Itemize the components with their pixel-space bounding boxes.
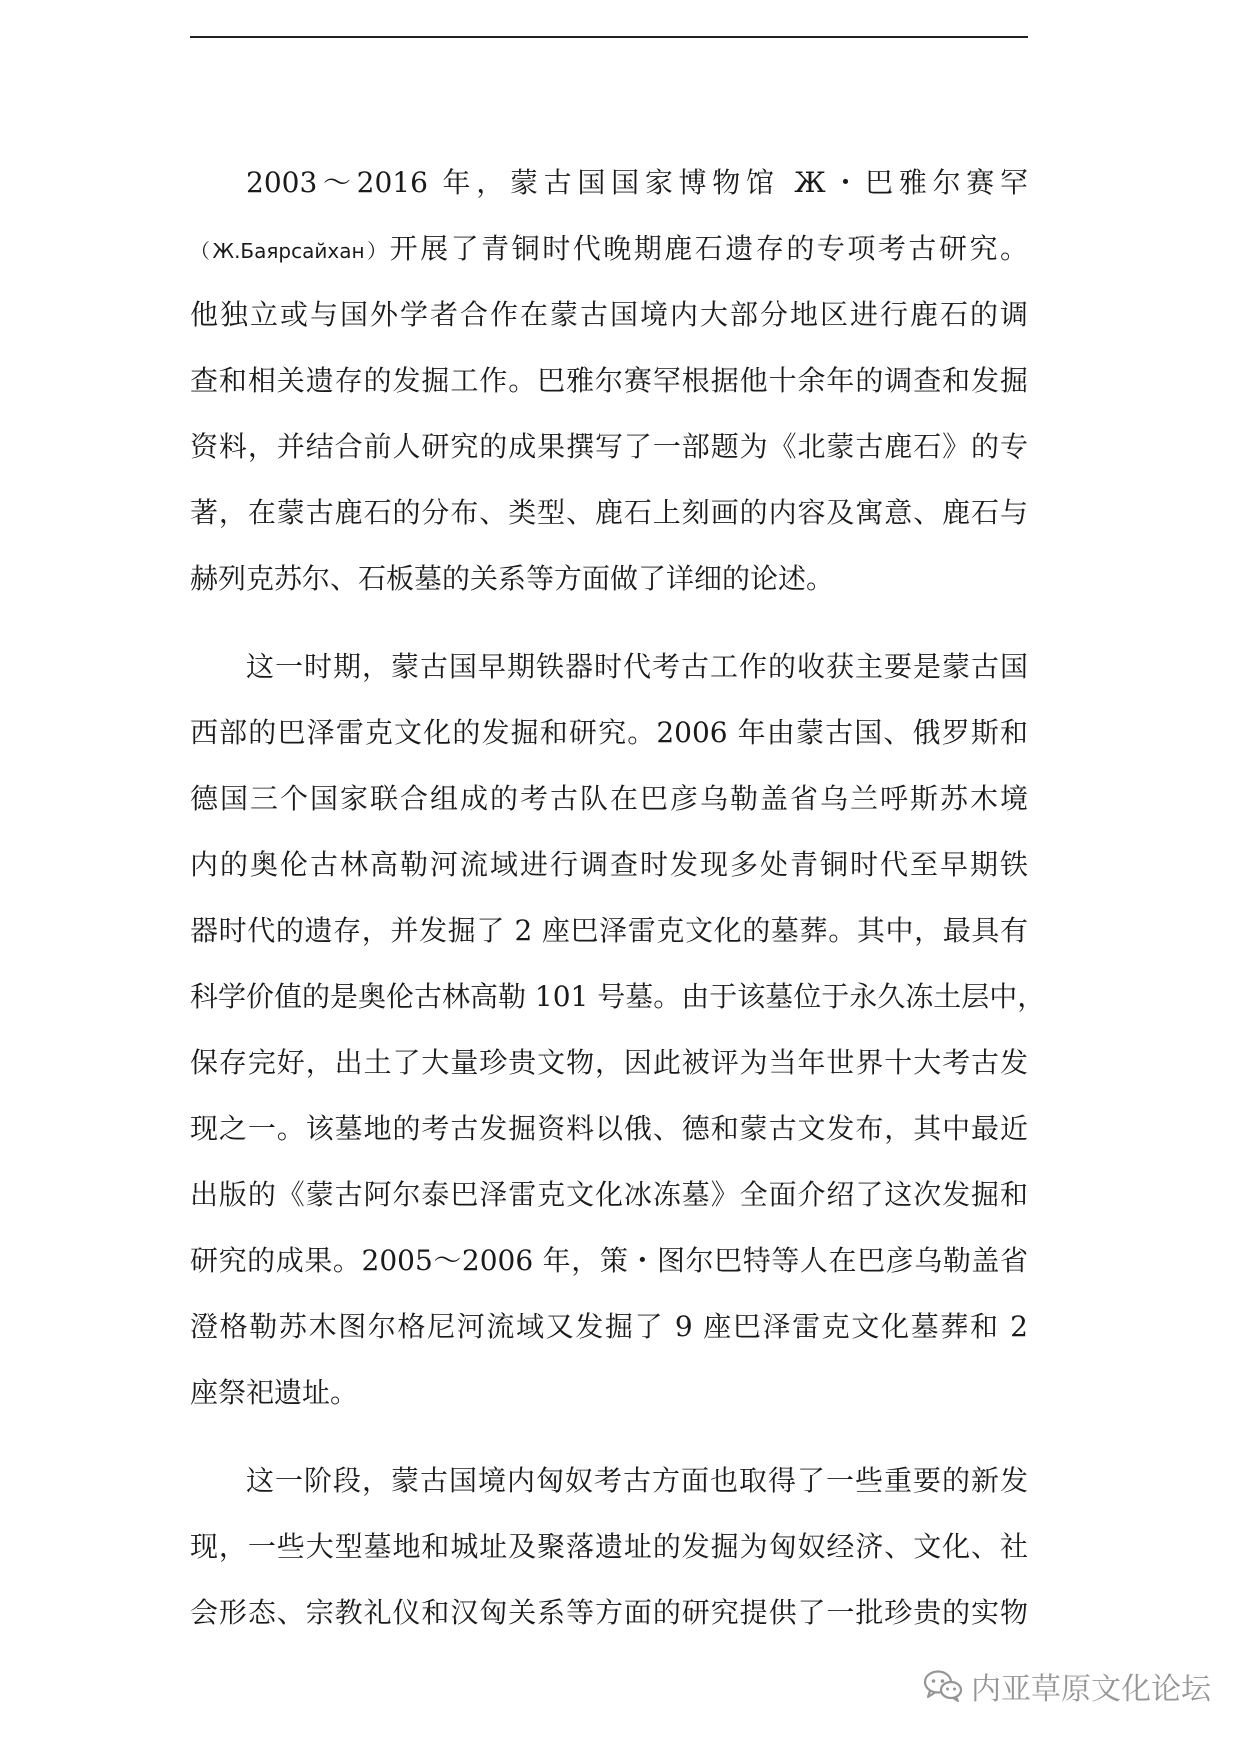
- text-line: 内的奥伦古林高勒河流域进行调查时发现多处青铜时代至早期铁: [190, 848, 1028, 881]
- paragraph-xiongnu: [190, 1448, 1028, 1646]
- text-line: [190, 216, 1028, 282]
- text-line-rest: 开展了青铜时代晚期鹿石遗存的专项考古研究。: [389, 232, 1028, 265]
- text-line: 会形态、宗教礼仪和汉匈关系等方面的研究提供了一批珍贵的实物: [190, 1596, 1028, 1629]
- text-line: 查和相关遗存的发掘工作。巴雅尔赛罕根据他十余年的调查和发掘: [190, 364, 1028, 397]
- text-line: 西部的巴泽雷克文化的发掘和研究。2006 年由蒙古国、俄罗斯和: [190, 716, 1028, 749]
- text-line: 这一阶段，蒙古国境内匈奴考古方面也取得了一些重要的新发: [246, 1464, 1028, 1497]
- text-line: 座祭祀遗址。: [190, 1376, 359, 1409]
- text-line: 澄格勒苏木图尔格尼河流域又发掘了 9 座巴泽雷克文化墓葬和 2: [190, 1310, 1028, 1343]
- text-line: 出版的《蒙古阿尔泰巴泽雷克文化冰冻墓》全面介绍了这次发掘和: [190, 1178, 1028, 1211]
- text-line: 器时代的遗存，并发掘了 2 座巴泽雷克文化的墓葬。其中，最具有: [190, 914, 1028, 947]
- text-line: 资料，并结合前人研究的成果撰写了一部题为《北蒙古鹿石》的专: [190, 430, 1028, 463]
- header-rule: [190, 36, 1028, 38]
- text-line: 研究的成果。2005～2006 年，策・图尔巴特等人在巴彦乌勒盖省: [190, 1244, 1028, 1277]
- text-line: 德国三个国家联合组成的考古队在巴彦乌勒盖省乌兰呼斯苏木境: [190, 782, 1028, 815]
- text-line: 赫列克苏尔、石板墓的关系等方面做了详细的论述。: [190, 562, 835, 595]
- text-line: 现，一些大型墓地和城址及聚落遗址的发掘为匈奴经济、文化、社: [190, 1530, 1028, 1563]
- text-line: 现之一。该墓地的考古发掘资料以俄、德和蒙古文发布，其中最近: [190, 1112, 1028, 1145]
- paragraph-pazyryk: [190, 634, 1046, 1426]
- text-line: 保存完好，出土了大量珍贵文物，因此被评为当年世界十大考古发: [190, 1046, 1028, 1079]
- document-body: [190, 150, 1046, 1646]
- paragraph-deer-stones: [190, 150, 1028, 612]
- watermark: [923, 1664, 1211, 1708]
- cyrillic-name: （Ж.Баярсайхан）: [190, 239, 390, 263]
- text-line: 他独立或与国外学者合作在蒙古国境内大部分地区进行鹿石的调: [190, 298, 1028, 331]
- text-line: 著，在蒙古鹿石的分布、类型、鹿石上刻画的内容及寓意、鹿石与: [190, 496, 1028, 529]
- watermark-text: 内亚草原文化论坛: [971, 1672, 1211, 1707]
- text-line: 2003～2016 年，蒙古国国家博物馆 Ж・巴雅尔赛罕: [246, 166, 1028, 199]
- text-line: 科学价值的是奥伦古林高勒 101 号墓。由于该墓位于永久冻土层中，: [190, 980, 1046, 1013]
- wechat-icon: [923, 1669, 963, 1703]
- text-line: 这一时期，蒙古国早期铁器时代考古工作的收获主要是蒙古国: [246, 650, 1028, 683]
